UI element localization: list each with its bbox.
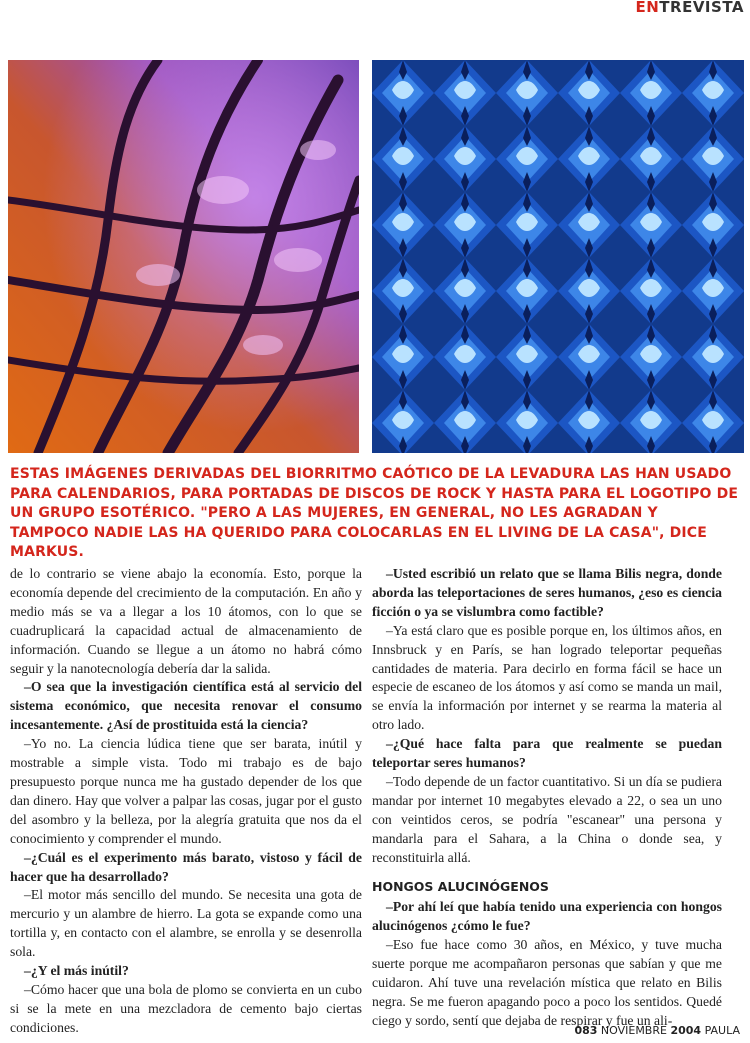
paragraph: de lo contrario se viene abajo la economía. Esto, porque la economía depende del crecimiento de la computación. En año y medio más se va a llegar a los 10 átomos, con lo que se cuadruplicará la capacidad actual de almacenamiento de información. Cuando se llegue a un átomo no habrá cómo seguir y la nanotecnología debería dar la salida. [10, 566, 362, 676]
biorhythm-orange-purple-fractal-icon [8, 60, 359, 453]
subheading: HONGOS ALUCINÓGENOS [372, 878, 549, 894]
question: –Usted escribió un relato que se llama Bilis negra, donde aborda las teleportaciones de seres humanos, ¿eso es ciencia ficción o ya se vislumbra como factible? [372, 566, 722, 619]
magazine-name: PAULA [704, 1024, 740, 1037]
paragraph: –Todo depende de un factor cuantitativo. Si un día se pudiera mandar por internet 10 megabytes elevado a 22, o sea un uno con veintidos ceros, se podría "escanear" una persona y mandarla para el Sahara, a la China o donde sea, y reconstituirla allá. [372, 773, 722, 865]
paragraph: –Cómo hacer que una bola de plomo se convierta en un cubo si se la mete en una mezcladora de cemento bajo ciertas condiciones. [10, 981, 362, 1035]
fractal-image-right [372, 60, 744, 453]
biorhythm-blue-pattern-icon [372, 60, 744, 453]
page-footer [574, 1024, 740, 1037]
image-caption: ESTAS IMÁGENES DERIVADAS DEL BIORRITMO CAÓTICO DE LA LEVADURA LAS HAN USADO PARA CALENDARIOS, PARA PORTADAS DE DISCOS DE ROCK Y HASTA PARA EL LOGOTIPO DE UN GRUPO ESOTÉRICO. "PERO A LAS MUJERES, EN GENERAL, NO LES AGRADAN Y TAMPOCO NADIE LAS HA QUERIDO PARA COLOCARLAS EN EL LIVING DE LA CASA", DICE MARKUS. [10, 466, 739, 560]
section-label-accent: EN [635, 0, 660, 16]
paragraph: –Eso fue hace como 30 años, en México, y tuve mucha suerte porque me acompañaron personas que sabían y que me cuidaron. Ahí tuve una revelación mística que relato en Bilis negra. Se me fueron apagando poco a poco los sentidos. Quedé ciego y sordo, sentí que dejaba de respirar y fue un ali- [372, 937, 722, 1028]
paragraph: –Yo no. La ciencia lúdica tiene que ser barata, inútil y mostrable a simple vista. Todo mi trabajo es de bajo presupuesto porque nunca me ha gustado depender de los que dan dinero. Hay que volver a palpar las cosas, jugar por el gusto del asombro y la belleza, por la alegría gratuita que nos da el conocimiento y comprender el mundo. [10, 736, 362, 846]
issue-month: NOVIEMBRE [600, 1024, 667, 1037]
page-number: 083 [574, 1024, 598, 1037]
question: –¿Cuál es el experimento más barato, vistoso y fácil de hacer que ha desarrollado? [10, 849, 362, 884]
paragraph: –El motor más sencillo del mundo. Se necesita una gota de mercurio y un alambre de hierro. La gota se expande como una tortilla y, en contacto con el alambre, se enrolla y se desenrolla sola. [10, 887, 362, 960]
question: –O sea que la investigación científica está al servicio del sistema económico, que necesita renovar el consumo incesantemente. ¿Así de prostituida está la ciencia? [10, 679, 362, 733]
section-label [635, 0, 744, 16]
article-column-left [10, 565, 362, 1038]
question: –¿Qué hace falta para que realmente se puedan teleportar seres humanos? [372, 736, 722, 771]
question: –¿Y el más inútil? [24, 963, 129, 979]
article-column-right [372, 565, 722, 1031]
question: –Por ahí leí que había tenido una experiencia con hongos alucinógenos ¿cómo le fue? [372, 899, 722, 934]
section-label-rest: TREVISTA [659, 0, 744, 16]
fractal-image-left [8, 60, 359, 453]
paragraph: –Ya está claro que es posible porque en, los últimos años, en Innsbruck y en París, se han logrado teleportar pequeñas cantidades de materia. Para decirlo en forma fácil se hace un especie de escaneo de los átomos y así como se manda un mail, se envía la información por internet y se rearma la materia al otro lado. [372, 622, 722, 733]
issue-year: 2004 [670, 1024, 702, 1037]
